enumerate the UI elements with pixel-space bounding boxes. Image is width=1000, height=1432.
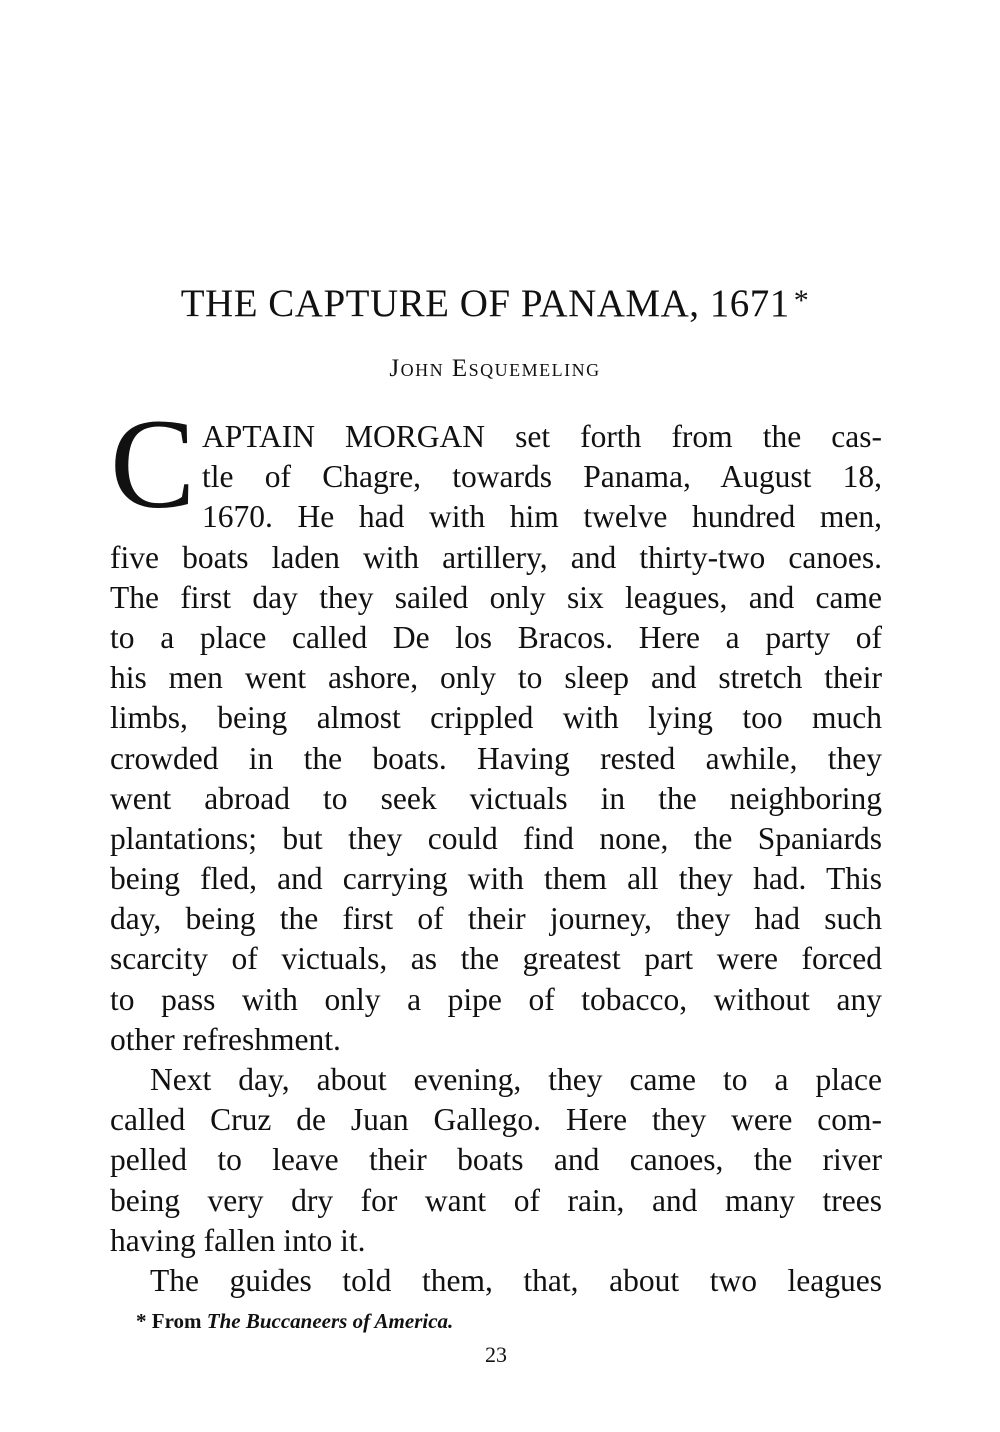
text-line: called Cruz de Juan Gallego. Here they were com-: [110, 1102, 882, 1138]
chapter-author: John Esquemeling: [389, 355, 601, 382]
text-line: scarcity of victuals, as the greatest part were forced: [110, 941, 882, 977]
footnote: [136, 1306, 453, 1336]
text-line: tle of Chagre, towards Panama, August 18,: [202, 459, 882, 495]
footnote-prefix: From: [151, 1309, 202, 1333]
text-line: pelled to leave their boats and canoes, the river: [110, 1142, 882, 1178]
text-line: Next day, about evening, they came to a place: [150, 1062, 882, 1097]
text-line: his men went ashore, only to sleep and stretch their: [110, 660, 882, 696]
text-line: The guides told them, that, about two leagues: [150, 1262, 882, 1298]
text-line: five boats laden with artillery, and thirty-two canoes.: [110, 539, 882, 575]
title-footnote-mark: *: [793, 284, 810, 317]
text-line: other refreshment.: [110, 1021, 341, 1057]
text-line: to a place called De los Bracos. Here a party of: [110, 619, 882, 655]
text-line: day, being the first of their journey, they had such: [110, 901, 882, 937]
text-line: went abroad to seek victuals in the neighboring: [110, 780, 882, 816]
text-line: APTAIN MORGAN set forth from the cas-: [202, 419, 882, 454]
footnote-mark: *: [136, 1309, 147, 1333]
text-line: The first day they sailed only six leagues, and came: [110, 579, 882, 615]
text-line: being very dry for want of rain, and many trees: [110, 1182, 882, 1218]
footnote-source: The Buccaneers of America.: [206, 1309, 454, 1333]
text-line: plantations; but they could find none, the Spaniards: [110, 820, 882, 856]
text-line: having fallen into it.: [110, 1222, 366, 1258]
chapter-title: [110, 276, 880, 329]
text-line: 1670. He had with him twelve hundred men,: [202, 499, 882, 535]
text-line: to pass with only a pipe of tobacco, without any: [110, 981, 882, 1017]
text-line: crowded in the boats. Having rested awhile, they: [110, 740, 882, 776]
drop-cap: C: [110, 393, 196, 535]
page-number: 23: [485, 1342, 507, 1367]
body-text: [110, 417, 882, 1301]
chapter-title-text: THE CAPTURE OF PANAMA, 1671: [180, 282, 790, 325]
text-line: limbs, being almost crippled with lying too much: [110, 700, 882, 736]
text-line: being fled, and carrying with them all they had. This: [110, 861, 882, 897]
